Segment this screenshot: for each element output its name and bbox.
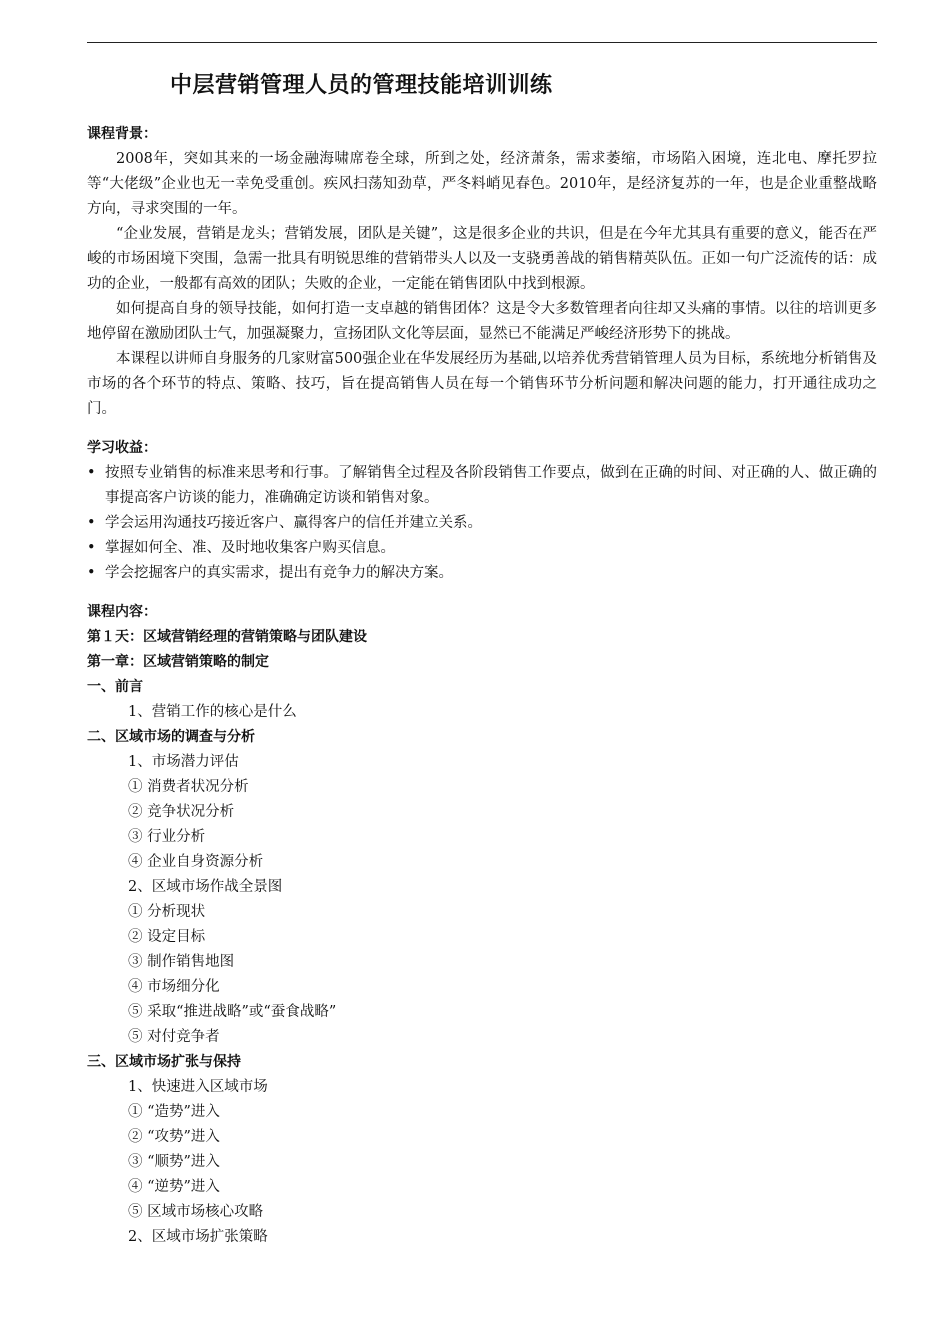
benefit-text: 掌握如何全、准、及时地收集客户购买信息。 (105, 540, 395, 556)
bullet-icon: • (87, 540, 96, 556)
outline-item: ① 消费者状况分析 (128, 779, 249, 795)
outline-subsection: 2、区域市场扩张策略 (128, 1229, 268, 1245)
background-heading: 课程背景： (87, 126, 157, 142)
outline-subsection: 1、快速进入区域市场 (128, 1079, 268, 1095)
benefit-item (87, 461, 877, 511)
outline-section-heading: 二、区域市场的调查与分析 (87, 729, 255, 745)
document-title: 中层营销管理人员的管理技能培训训练 (170, 73, 553, 98)
background-paragraph: “企业发展，营销是龙头；营销发展，团队是关键”，这是很多企业的共识，但是在今年尤其具有重要的意义，能否在严峻的市场困境下突围，急需一批具有明锐思维的营销带头人以及一支骁勇善战的销售精英队伍。正如一句广泛流传的话：成功的企业，一般都有高效的团队；失败的企业，一定能在销售团队中找到根源。 (87, 226, 877, 292)
benefit-item (87, 536, 877, 561)
day-heading: 第１天：区域营销经理的营销策略与团队建设 (87, 629, 367, 645)
outline-item: ① “造势”进入 (128, 1104, 220, 1120)
background-paragraph: 本课程以讲师自身服务的几家财富500强企业在华发展经历为基础,以培养优秀营销管理人员为目标，系统地分析销售及市场的各个环节的特点、策略、技巧，旨在提高销售人员在每一个销售环节分析问题和解决问题的能力，打开通往成功之门。 (87, 351, 877, 417)
outline-item: ⑤ 采取“推进战略”或“蚕食战略” (128, 1004, 337, 1020)
outline-item: ③ “顺势”进入 (128, 1154, 220, 1170)
benefits-heading: 学习收益： (87, 440, 157, 456)
benefit-text: 按照专业销售的标准来思考和行事。了解销售全过程及各阶段销售工作要点，做到在正确的时间、对正确的人、做正确的事提高客户访谈的能力，准确确定访谈和销售对象。 (105, 465, 877, 506)
outline-item: ② 设定目标 (128, 929, 206, 945)
benefit-item (87, 511, 877, 536)
document-body (87, 122, 877, 1250)
benefit-item (87, 561, 877, 586)
outline-item: ⑤ 区域市场核心攻略 (128, 1204, 264, 1220)
outline-item: ② 竞争状况分析 (128, 804, 235, 820)
bullet-icon: • (87, 465, 96, 481)
outline-section-heading: 三、区域市场扩张与保持 (87, 1054, 241, 1070)
outline-section-heading: 一、前言 (87, 679, 143, 695)
benefit-text: 学会挖掘客户的真实需求，提出有竞争力的解决方案。 (105, 565, 453, 581)
bullet-icon: • (87, 565, 96, 581)
background-paragraph: 2008年，突如其来的一场金融海啸席卷全球，所到之处，经济萧条，需求萎缩，市场陷入困境，连北电、摩托罗拉等“大佬级”企业也无一幸免受重创。疾风扫荡知劲草，严冬料峭见春色。2010年，是经济复苏的一年，也是企业重整战略方向，寻求突围的一年。 (87, 151, 877, 217)
outline-item: ④ 企业自身资源分析 (128, 854, 264, 870)
header-rule (87, 42, 877, 43)
outline-item: ④ “逆势”进入 (128, 1179, 220, 1195)
benefits-list (87, 461, 877, 586)
outline-item: ② “攻势”进入 (128, 1129, 220, 1145)
outline-subsection: 2、区域市场作战全景图 (128, 879, 283, 895)
outline-subsection: 1、营销工作的核心是什么 (128, 704, 297, 720)
content-heading: 课程内容： (87, 604, 157, 620)
outline-item: ③ 行业分析 (128, 829, 206, 845)
benefit-text: 学会运用沟通技巧接近客户、赢得客户的信任并建立关系。 (105, 515, 482, 531)
bullet-icon: • (87, 515, 96, 531)
section-spacer (87, 422, 877, 436)
section-spacer (87, 586, 877, 600)
chapter-heading: 第一章：区域营销策略的制定 (87, 654, 269, 670)
outline-subsection: 1、市场潜力评估 (128, 754, 239, 770)
outline-item: ① 分析现状 (128, 904, 206, 920)
outline-item: ④ 市场细分化 (128, 979, 220, 995)
course-outline (87, 675, 877, 1250)
background-paragraph: 如何提高自身的领导技能，如何打造一支卓越的销售团体？这是令大多数管理者向往却又头痛的事情。以往的培训更多地停留在激励团队士气，加强凝聚力，宣扬团队文化等层面，显然已不能满足严峻经济形势下的挑战。 (87, 301, 877, 342)
outline-item: ③ 制作销售地图 (128, 954, 235, 970)
outline-item: ⑤ 对付竞争者 (128, 1029, 220, 1045)
